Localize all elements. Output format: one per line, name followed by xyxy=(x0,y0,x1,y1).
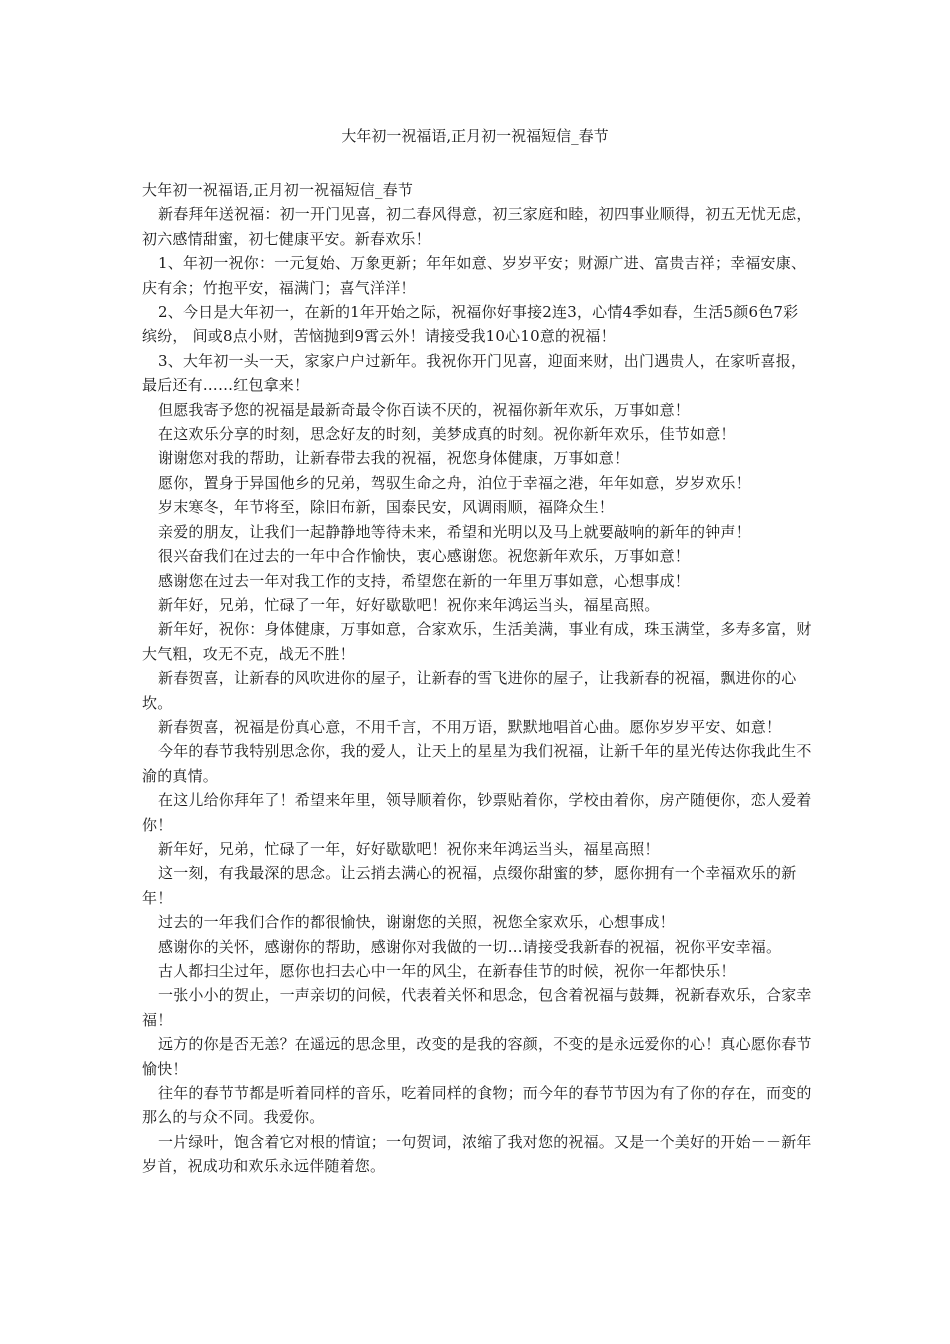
paragraph: 很兴奋我们在过去的一年中合作愉快，衷心感谢您。祝您新年欢乐，万事如意！ xyxy=(158,547,691,566)
paragraph: 新春贺喜，让新春的风吹进你的屋子，让新春的雪飞进你的屋子，让我新春的祝福，飘进你的心坎。 xyxy=(142,669,797,712)
body-heading: 大年初一祝福语,正月初一祝福短信_春节 xyxy=(142,181,414,199)
paragraph: 过去的一年我们合作的都很愉快，谢谢您的关照，祝您全家欢乐，心想事成！ xyxy=(158,913,675,932)
paragraph: 新春贺喜，祝福是份真心意，不用千言，不用万语，默默地唱首心曲。愿你岁岁平安、如意！ xyxy=(158,717,782,736)
paragraph: 1、年初一祝你：一元复始、万象更新；年年如意、岁岁平安；财源广进、富贵吉祥；幸福安康、庆有余；竹抱平安，福满门；喜气洋洋！ xyxy=(142,254,807,297)
paragraph: 在这欢乐分享的时刻，思念好友的时刻，美梦成真的时刻。祝你新年欢乐，佳节如意！ xyxy=(158,425,736,444)
paragraph: 3、大年初一头一天，家家户户过新年。我祝你开门见喜，迎面来财，出门遇贵人，在家听喜报，最后还有……红包拿来！ xyxy=(142,351,807,395)
paragraph: 新年好，兄弟，忙碌了一年，好好歇歇吧！祝你来年鸿运当头，福星高照！ xyxy=(158,839,660,858)
paragraph: 2、今日是大年初一，在新的1年开始之际，祝福你好事接2连3，心情4季如春，生活5颜6色7彩缤纷， 间或8点小财，苦恼抛到9霄云外！请接受我10心10意的祝福！ xyxy=(142,303,799,346)
paragraph: 远方的你是否无恙？在遥远的思念里，改变的是我的容颜，不变的是永远爱你的心！真心愿你春节愉快！ xyxy=(142,1035,812,1078)
paragraph: 新年好，兄弟，忙碌了一年，好好歇歇吧！祝你来年鸿运当头，福星高照。 xyxy=(158,595,660,614)
paragraph: 古人都扫尘过年，愿你也扫去心中一年的风尘，在新春佳节的时候，祝你一年都快乐！ xyxy=(158,962,736,980)
paragraph: 一张小小的贺止，一声亲切的问候，代表着关怀和思念，包含着祝福与鼓舞，祝新春欢乐，合家幸福！ xyxy=(142,986,812,1029)
paragraph: 新年好，祝你：身体健康，万事如意，合家欢乐，生活美满，事业有成，珠玉满堂，多寿多富，财大气粗，攻无不克，战无不胜！ xyxy=(142,620,812,663)
paragraph: 感谢您在过去一年对我工作的支持，希望您在新的一年里万事如意，心想事成！ xyxy=(158,571,691,590)
paragraph: 在这儿给你拜年了！希望来年里，领导顺着你，钞票贴着你，学校由着你，房产随便你，恋人爱着你！ xyxy=(142,791,812,834)
document-body xyxy=(142,178,812,1179)
paragraph: 今年的春节我特别思念你，我的爱人，让天上的星星为我们祝福，让新千年的星光传达你我此生不渝的真情。 xyxy=(142,742,812,785)
paragraph: 亲爱的朋友，让我们一起静静地等待未来，希望和光明以及马上就要敲响的新年的钟声！ xyxy=(158,522,751,541)
paragraph: 但愿我寄予您的祝福是最新奇最令你百读不厌的，祝福你新年欢乐，万事如意！ xyxy=(158,400,691,419)
paragraph: 一片绿叶，饱含着它对根的情谊；一句贺词，浓缩了我对您的祝福。又是一个美好的开始－－新年岁首，祝成功和欢乐永远伴随着您。 xyxy=(142,1132,812,1176)
paragraph: 新春拜年送祝福：初一开门见喜，初二春风得意，初三家庭和睦，初四事业顺得，初五无忧无虑，初六感情甜蜜，初七健康平安。新春欢乐！ xyxy=(142,205,812,248)
paragraph: 谢谢您对我的帮助，让新春带去我的祝福，祝您身体健康，万事如意！ xyxy=(158,449,630,468)
paragraph: 岁末寒冬，年节将至，除旧布新，国泰民安，风调雨顺，福降众生！ xyxy=(158,498,615,517)
document-title: 大年初一祝福语,正月初一祝福短信_春节 xyxy=(341,127,609,145)
paragraph: 感谢你的关怀，感谢你的帮助，感谢你对我做的一切…请接受我新春的祝福，祝你平安幸福。 xyxy=(158,937,782,956)
paragraph: 愿你，置身于异国他乡的兄弟，驾驭生命之舟，泊位于幸福之港，年年如意，岁岁欢乐！ xyxy=(158,473,751,492)
paragraph: 往年的春节节都是听着同样的音乐，吃着同样的食物；而今年的春节节因为有了你的存在，而变的那么的与众不同。我爱你。 xyxy=(142,1084,812,1127)
paragraph: 这一刻，有我最深的思念。让云捎去满心的祝福，点缀你甜蜜的梦，愿你拥有一个幸福欢乐的新年！ xyxy=(142,864,797,907)
